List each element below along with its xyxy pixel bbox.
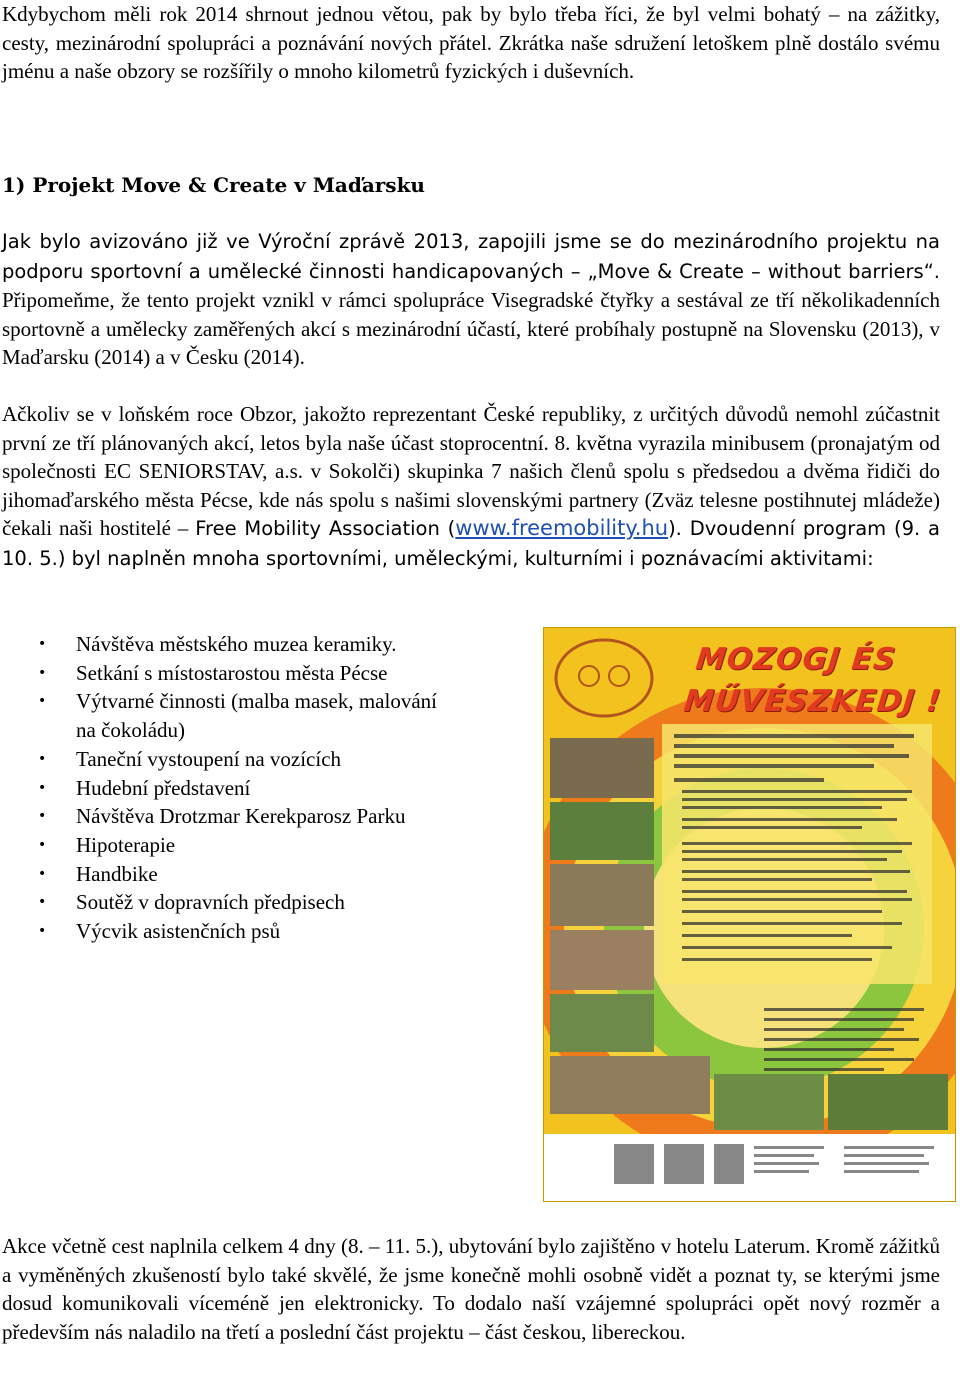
list-item: • Návštěva městského muzea keramiky. — [0, 630, 440, 659]
bullet-icon: • — [38, 923, 47, 940]
trip-paragraph-part1: Ačkoliv se v loňském roce Obzor, jakožto reprezentant České republiky, z určitých důvodů nemohl zúčastnit první ze tří plánovaných akcí, letos byla naše účast stoprocentní. — [2, 402, 940, 455]
freemobility-link[interactable]: www.freemobility.hu — [455, 516, 669, 540]
bullet-icon: • — [38, 808, 47, 825]
poster-title-line1: MOZOGJ ÉS — [694, 642, 898, 677]
list-item: • Handbike — [0, 860, 440, 889]
trip-paragraph-part4: ). Dvoudenní program (9. a 10. 5.) byl naplněn mnoha sportovními, uměleckými, kulturními i poznávacími aktivitami: — [2, 517, 940, 570]
list-item: • Výcvik asistenčních psů — [0, 917, 440, 946]
list-item: • Hipoterapie — [0, 831, 440, 860]
list-item: • Výtvarné činnosti (malba masek, malování na čokoládu) — [38, 689, 437, 743]
bullet-icon: • — [38, 693, 47, 710]
list-item: • Hudební představení — [0, 774, 440, 803]
project-paragraph — [2, 228, 940, 372]
intro-paragraph: Kdybychom měli rok 2014 shrnout jednou větou, pak by bylo třeba říci, že byl velmi bohatý – na zážitky, cesty, mezinárodní spolupráci a poznávání nových přátel. Zkrátka naše sdružení letoškem plně dostálo svému jménu a naše obzory se rozšířily o mnoho kilometrů fyzických i duševních. — [2, 2, 940, 83]
project-paragraph-part1: Jak bylo avizováno již ve Výroční zprávě 2013, zapojili jsme se do mezinárodního projektu na podporu sportovní a umělecké činnosti handicapovaných – „Move & Create – without barriers“. — [2, 230, 940, 283]
bullet-icon: • — [38, 865, 47, 882]
bullet-icon: • — [38, 636, 47, 652]
list-item: • Soutěž v dopravních předpisech — [0, 888, 440, 917]
bullet-icon: • — [38, 779, 47, 796]
section-heading: 1) Projekt Move & Create v Maďarsku — [2, 173, 425, 197]
list-item: • Setkání s místostarostou města Pécse — [0, 659, 440, 688]
bullet-icon: • — [38, 664, 47, 681]
bullet-icon: • — [38, 750, 47, 767]
activities-list — [0, 630, 440, 946]
poster-title-line2: MŰVÉSZKEDJ ! — [682, 684, 944, 719]
trip-paragraph-part2: 8. května vyrazila minibusem (pronajatým od společnosti EC SENIORSTAV, a.s. v Sokolči) skupinka 7 našich členů spolu s předsedou a dvěma řidiči do jihomaďarského města Pécse, kde nás spolu s našimi slovenskými partnery (Zväz telesne postihnutej mládeže) čekali naši hostitelé – — [2, 430, 940, 540]
list-item: • Návštěva Drotzmar Kerekparosz Parku — [0, 802, 440, 831]
trip-paragraph — [2, 400, 940, 573]
bullet-icon: • — [38, 836, 47, 853]
event-poster — [543, 627, 956, 1202]
trip-paragraph-part3: Free Mobility Association ( — [195, 517, 456, 540]
project-paragraph-part2: Připomeňme, že tento projekt vznikl v rámci spolupráce Visegradské čtyřky a sestával ze tří několikadenních sportovně a umělecky zaměřených akcí s mezinárodní účastí, které probíhaly postupně na Slovensku (2013), v Maďarsku (2014) a v Česku (2014). — [2, 288, 940, 369]
closing-paragraph: Akce včetně cest naplnila celkem 4 dny (8. – 11. 5.), ubytování bylo zajištěno v hotelu Laterum. Kromě zážitků a vyměněných zkušeností bylo také skvělé, že jsme konečně mohli osobně vidět a poznat ty, se kterými jsme dosud komunikovali víceméně jen elektronicky. To dodalo naší vzájemné spolupráci opět nový rozměr a především nás naladilo na třetí a poslední část projektu – část českou, libereckou. — [2, 1234, 940, 1344]
bullet-icon: • — [38, 894, 47, 911]
list-item: • Taneční vystoupení na vozících — [0, 745, 440, 774]
